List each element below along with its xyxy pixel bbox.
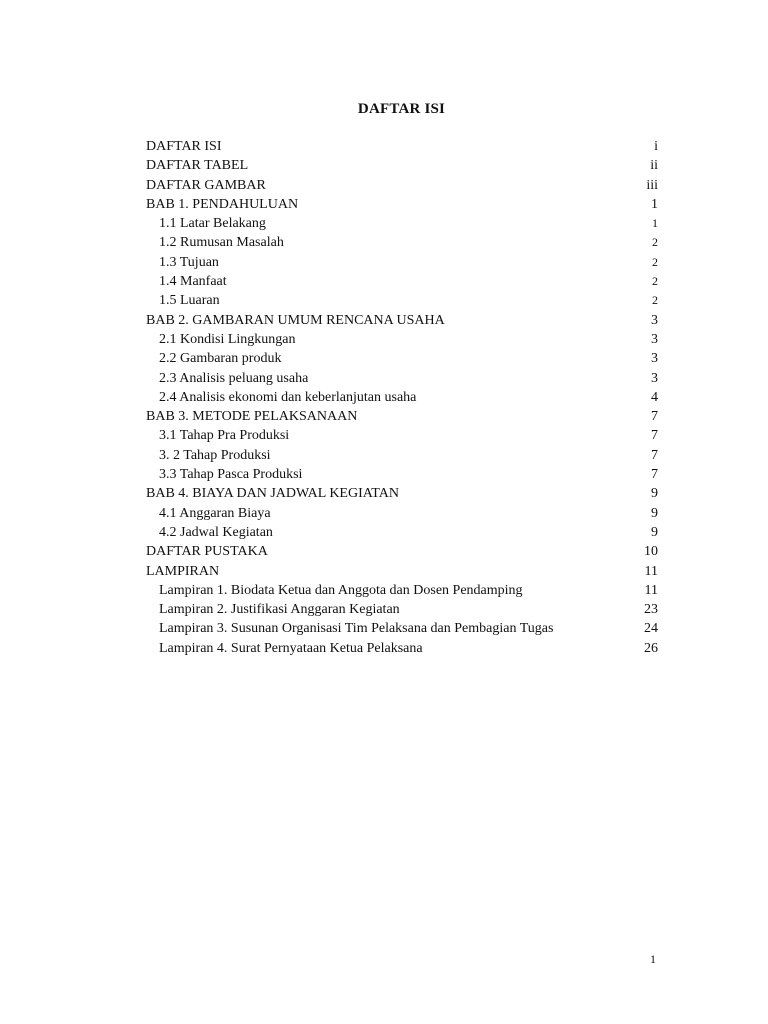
toc-row-2-4 [146,388,658,407]
toc-label: LAMPIRAN [146,563,220,579]
toc-row-daftar-tabel [146,156,658,175]
toc-page: 1 [651,196,658,212]
toc-row-bab-4 [146,484,658,503]
toc-label: 2.4 Analisis ekonomi dan keberlanjutan usaha [159,389,417,405]
table-of-contents [146,137,658,658]
toc-label: Lampiran 2. Justifikasi Anggaran Kegiatan [159,602,400,618]
toc-page: 24 [644,621,658,637]
toc-page: 2 [652,235,658,250]
toc-label: 2.3 Analisis peluang usaha [159,370,309,386]
toc-label: Lampiran 3. Susunan Organisasi Tim Pelaksana dan Pembagian Tugas [159,621,554,637]
toc-label: 1.1 Latar Belakang [159,216,266,232]
toc-row-daftar-isi [146,137,658,156]
toc-label: DAFTAR ISI [146,139,222,154]
toc-page: 7 [651,409,658,425]
toc-page: 26 [644,640,658,656]
toc-label: Lampiran 4. Surat Pernyataan Ketua Pelaksana [159,640,423,656]
toc-row-bab-1 [146,195,658,214]
toc-page: 2 [652,254,658,269]
page-title: DAFTAR ISI [357,101,446,117]
toc-page: 3 [651,370,658,386]
toc-page: 7 [651,447,658,463]
toc-row-lampiran-4 [146,639,658,658]
toc-row-1-5 [146,291,658,310]
toc-page: 9 [651,505,658,521]
toc-label: 3. 2 Tahap Produksi [159,447,271,463]
toc-page: 9 [651,486,658,502]
toc-label: Lampiran 1. Biodata Ketua dan Anggota dan Dosen Pendamping [159,582,523,598]
toc-row-bab-3 [146,407,658,426]
toc-page: 10 [644,544,658,560]
page-number: 1 [650,952,656,966]
toc-row-4-1 [146,504,658,523]
toc-label: BAB 3. METODE PELAKSANAAN [146,409,358,425]
toc-row-1-3 [146,253,658,272]
toc-page: 7 [651,467,658,483]
toc-page: ii [650,158,658,174]
toc-label: BAB 2. GAMBARAN UMUM RENCANA USAHA [146,312,445,328]
toc-page: 1 [652,216,658,231]
toc-page: iii [646,177,658,193]
toc-page: 9 [651,524,658,540]
toc-row-lampiran-1 [146,581,658,600]
toc-label: 4.1 Anggaran Biaya [159,505,271,521]
toc-row-bab-2 [146,311,658,330]
toc-page: i [654,139,658,154]
toc-page: 11 [644,582,658,598]
toc-label: DAFTAR PUSTAKA [146,544,268,560]
toc-label: 2.1 Kondisi Lingkungan [159,331,296,347]
toc-row-3-1 [146,426,658,445]
toc-row-daftar-gambar [146,176,658,195]
toc-label: 1.4 Manfaat [159,274,227,290]
toc-row-daftar-pustaka [146,542,658,561]
toc-label: BAB 4. BIAYA DAN JADWAL KEGIATAN [146,486,399,502]
toc-label: 2.2 Gambaran produk [159,351,282,367]
toc-label: 3.3 Tahap Pasca Produksi [159,467,303,483]
toc-page: 3 [651,312,658,328]
toc-row-2-3 [146,369,658,388]
toc-row-lampiran-2 [146,600,658,619]
toc-row-lampiran-3 [146,619,658,638]
toc-label: DAFTAR TABEL [146,158,249,174]
toc-page: 11 [644,563,658,579]
toc-label: 1.3 Tujuan [159,254,219,270]
toc-row-4-2 [146,523,658,542]
toc-label: 1.5 Luaran [159,293,220,309]
toc-label: DAFTAR GAMBAR [146,177,266,193]
toc-row-1-4 [146,272,658,291]
toc-row-lampiran [146,562,658,581]
toc-page: 2 [652,293,658,308]
toc-page: 23 [644,602,658,618]
toc-label: 1.2 Rumusan Masalah [159,235,284,251]
toc-label: 3.1 Tahap Pra Produksi [159,428,290,444]
toc-row-2-2 [146,349,658,368]
toc-page: 4 [651,389,658,405]
toc-label: BAB 1. PENDAHULUAN [146,196,299,212]
toc-row-1-1 [146,214,658,233]
toc-row-3-3 [146,465,658,484]
toc-row-2-1 [146,330,658,349]
toc-label: 4.2 Jadwal Kegiatan [159,524,273,540]
toc-row-1-2 [146,233,658,252]
toc-page: 7 [651,428,658,444]
toc-page: 3 [651,331,658,347]
toc-page: 3 [651,351,658,367]
toc-page: 2 [652,274,658,289]
toc-row-3-2 [146,446,658,465]
